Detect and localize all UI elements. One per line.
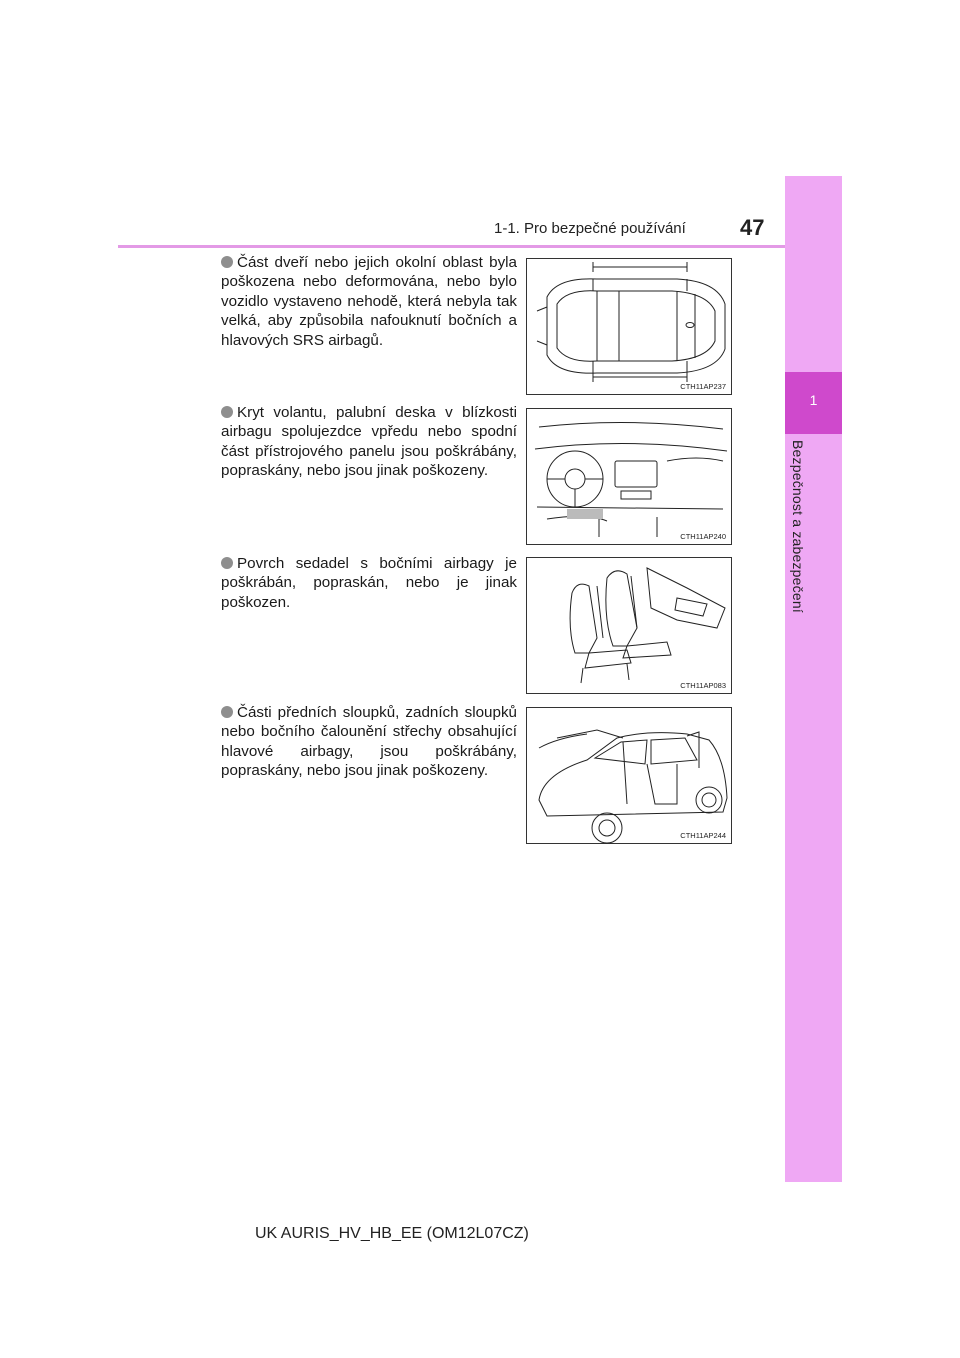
bullet-icon: [221, 557, 233, 569]
item-text: Kryt volantu, palubní deska v blízkosti airbagu spolujezdce vpředu nebo spodní část přístrojového panelu jsou poškrábány, popraskány, nebo jsou jinak poškozeny.: [221, 404, 517, 480]
chapter-number: 1: [809, 392, 818, 408]
figure-dashboard-damage: [526, 408, 732, 545]
seat-airbag-icon: [527, 558, 733, 695]
figure-code: CTH11AP083: [680, 681, 726, 690]
figure-code: CTH11AP240: [680, 532, 726, 541]
item-text: Část dveří nebo jejich okolní oblast byla poškozena nebo deformována, nebo bylo vozidlo vystaveno nehodě, která nebyla tak velká, aby způsobila nafouknutí bočních a hlavových SRS airbagů.: [221, 254, 517, 349]
figure-seat-damage: [526, 557, 732, 694]
figure-door-damage: [526, 258, 732, 395]
figure-pillar-damage: [526, 707, 732, 844]
dashboard-icon: [527, 409, 733, 546]
section-title: 1-1. Pro bezpečné používání: [494, 220, 686, 237]
figure-code: CTH11AP244: [680, 831, 726, 840]
item-text: Části předních sloupků, zadních sloupků nebo bočního čalounění střechy obsahující hlavové airbagy, jsou poškrábány, popraskány, nebo jsou jinak poškozeny.: [221, 704, 517, 780]
chapter-label: Bezpečnost a zabezpečení: [790, 440, 806, 613]
list-item: [221, 403, 517, 481]
header-divider: [118, 245, 841, 248]
list-item: [221, 703, 517, 781]
page-number: 47: [740, 215, 765, 240]
document-id: UK AURIS_HV_HB_EE (OM12L07CZ): [255, 1225, 529, 1242]
list-item: [221, 554, 517, 612]
bullet-icon: [221, 406, 233, 418]
figure-code: CTH11AP237: [680, 382, 726, 391]
bullet-icon: [221, 256, 233, 268]
car-side-open-doors-icon: [527, 708, 733, 845]
bullet-icon: [221, 706, 233, 718]
car-top-view-icon: [527, 259, 733, 396]
list-item: [221, 253, 517, 350]
chapter-side-tab: [785, 176, 842, 1182]
item-text: Povrch sedadel s bočními airbagy je poškrábán, popraskán, nebo je jinak poškozen.: [221, 555, 517, 611]
